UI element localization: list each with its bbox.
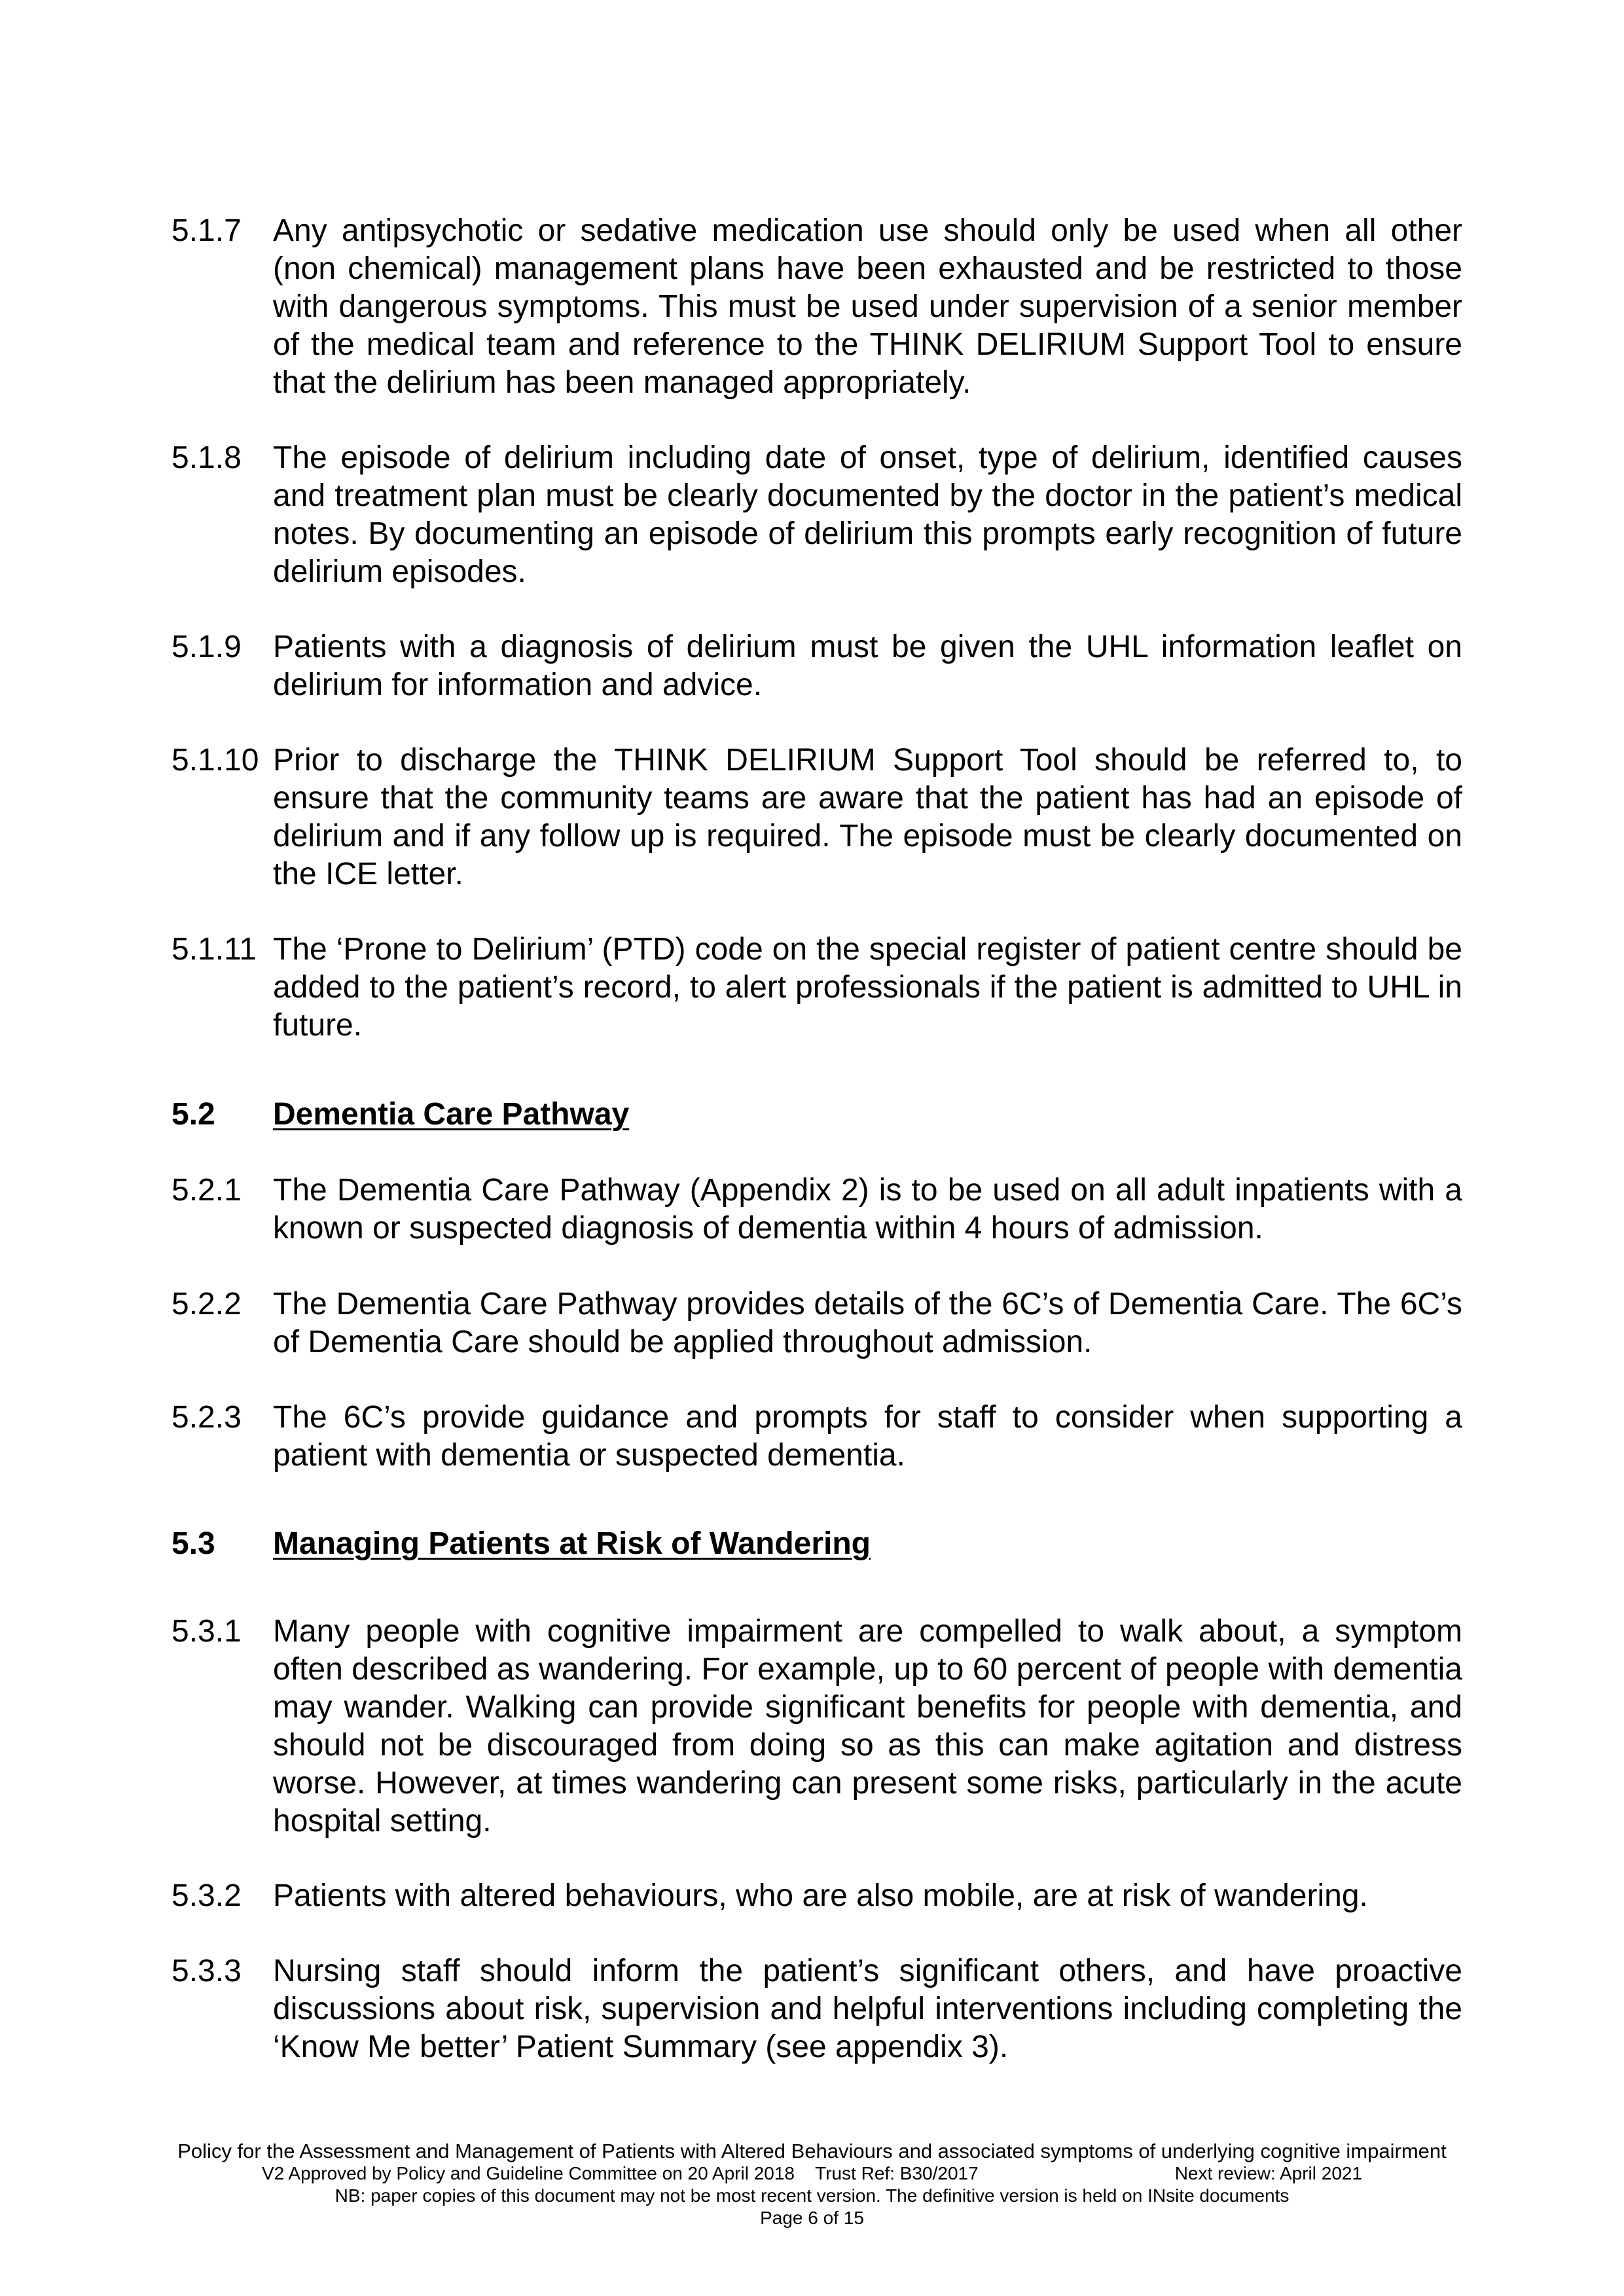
section-text: The Dementia Care Pathway (Appendix 2) is to be used on all adult inpatients with a known or suspected diagnosis of dementia within 4 hours of admission. [273, 1173, 1462, 1246]
section-number: 5.1.11 [171, 932, 257, 967]
section-text: The episode of delirium including date of onset, type of delirium, identified causes and treatment plan must be clearly documented by the doctor in the patient’s medical notes. By documenting an episode of delirium this prompts early recognition of future delirium episodes. [273, 440, 1462, 589]
heading-5-3 [171, 1525, 1462, 1563]
section-text: The 6C’s provide guidance and prompts for staff to consider when supporting a patient with dementia or suspected dementia. [273, 1400, 1462, 1473]
section-5-3-2 [171, 1877, 1462, 1915]
page-number: Page 6 of 15 [760, 2208, 864, 2228]
section-text: The Dementia Care Pathway provides details of the 6C’s of Dementia Care. The 6C’s of Dementia Care should be applied throughout admission. [273, 1287, 1462, 1359]
footer-disclaimer: NB: paper copies of this document may not be most recent version. The definitive version is held on INsite documents [334, 2185, 1290, 2206]
section-number: 5.1.10 [171, 743, 259, 778]
section-5-1-7 [171, 212, 1462, 402]
heading-5-2 [171, 1096, 1462, 1134]
footer-trust-ref: Trust Ref: B30/2017 [815, 2163, 979, 2183]
heading-number: 5.3 [171, 1526, 215, 1561]
section-5-1-9 [171, 628, 1462, 704]
footer-policy-title: Policy for the Assessment and Management of Patients with Altered Behaviours and associated symptoms of underlying cognitive impairment [177, 2140, 1447, 2162]
section-number: 5.2.1 [171, 1173, 242, 1208]
heading-number: 5.2 [171, 1097, 215, 1132]
footer-approval: V2 Approved by Policy and Guideline Committee on 20 April 2018 [261, 2163, 795, 2183]
section-number: 5.2.3 [171, 1400, 242, 1435]
section-text: Prior to discharge the THINK DELIRIUM Support Tool should be referred to, to ensure that the community teams are aware that the patient has had an episode of delirium and if any follow up is required. The episode must be clearly documented on the ICE letter. [273, 743, 1462, 891]
heading-title: Dementia Care Pathway [273, 1097, 630, 1132]
section-5-2-1 [171, 1172, 1462, 1247]
heading-title: Managing Patients at Risk of Wandering [273, 1526, 871, 1561]
footer-next-review: Next review: April 2021 [1174, 2163, 1363, 2183]
section-5-3-1 [171, 1613, 1462, 1840]
footer-version-line [85, 2162, 1539, 2185]
section-number: 5.3.1 [171, 1614, 242, 1649]
section-text: Any antipsychotic or sedative medication use should only be used when all other (non chemical) management plans have been exhausted and be restricted to those with dangerous symptoms. This must be used under supervision of a senior member of the medical team and reference to the THINK DELIRIUM Support Tool to ensure that the delirium has been managed appropriately. [273, 213, 1462, 400]
page-footer [85, 2140, 1539, 2229]
section-text: Patients with altered behaviours, who are also mobile, are at risk of wandering. [273, 1878, 1368, 1913]
section-5-1-11 [171, 931, 1462, 1045]
section-number: 5.1.9 [171, 630, 242, 664]
section-5-2-2 [171, 1285, 1462, 1361]
section-5-2-3 [171, 1399, 1462, 1475]
section-text: Many people with cognitive impairment are compelled to walk about, a symptom often described as wandering. For example, up to 60 percent of people with dementia may wander. Walking can provide significant benefits for people with dementia, and should not be discouraged from doing so as this can make agitation and distress worse. However, at times wandering can present some risks, particularly in the acute hospital setting. [273, 1614, 1462, 1839]
section-number: 5.3.3 [171, 1954, 242, 1988]
section-number: 5.1.8 [171, 440, 242, 475]
section-5-1-10 [171, 742, 1462, 893]
section-number: 5.1.7 [171, 213, 242, 248]
section-5-1-8 [171, 439, 1462, 591]
section-number: 5.2.2 [171, 1287, 242, 1321]
section-text: The ‘Prone to Delirium’ (PTD) code on the special register of patient centre should be added to the patient’s record, to alert professionals if the patient is admitted to UHL in future. [273, 932, 1462, 1043]
section-number: 5.3.2 [171, 1878, 242, 1913]
section-text: Nursing staff should inform the patient’s significant others, and have proactive discussions about risk, supervision and helpful interventions including completing the ‘Know Me better’ Patient Summary (see appendix 3). [273, 1954, 1462, 2064]
section-5-3-3 [171, 1952, 1462, 2066]
section-text: Patients with a diagnosis of delirium must be given the UHL information leaflet on delirium for information and advice. [273, 630, 1462, 702]
